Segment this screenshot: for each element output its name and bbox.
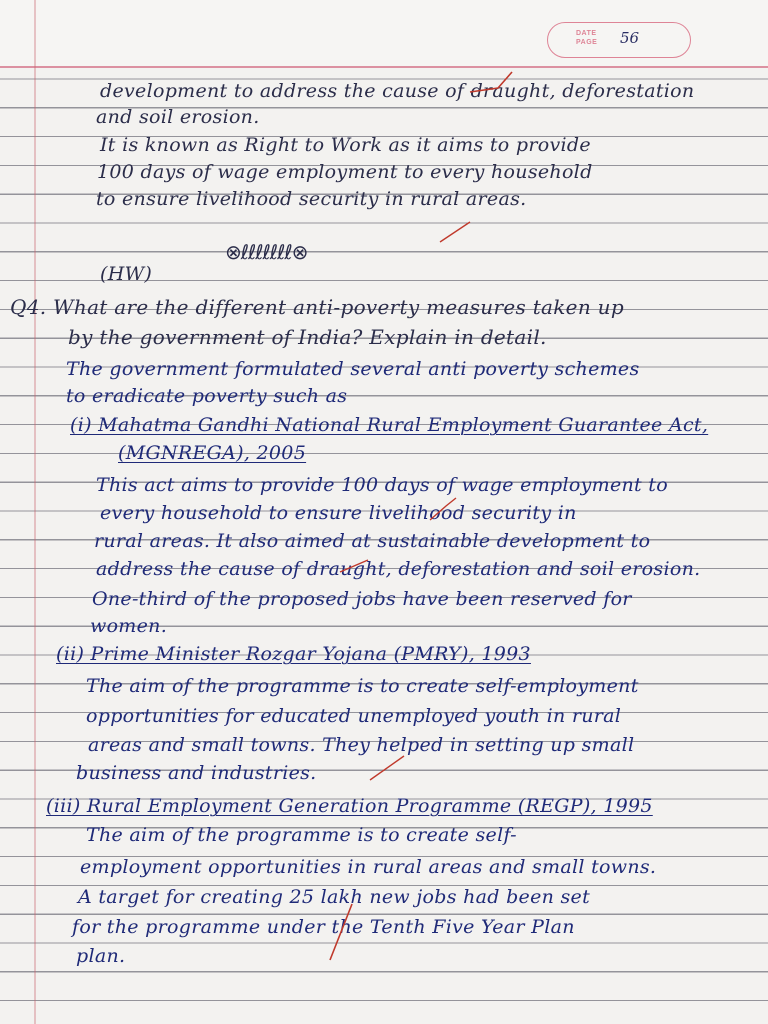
scheme-heading: (ii) Prime Minister Rozgar Yojana (PMRY), 1993 (56, 643, 531, 665)
text-line: The government formulated several anti poverty schemes (66, 358, 640, 380)
question-line: by the government of India? Explain in detail. (68, 325, 547, 349)
text-line: business and industries. (76, 762, 317, 784)
scheme-heading: (iii) Rural Employment Generation Programme (REGP), 1995 (46, 795, 653, 817)
text-line: and soil erosion. (96, 106, 260, 128)
date-label: DATE (576, 30, 597, 37)
text-line: The aim of the programme is to create self-employment (86, 675, 639, 697)
text-line: 100 days of wage employment to every household (97, 161, 593, 183)
text-line: employment opportunities in rural areas and small towns. (80, 856, 657, 878)
text-line: for the programme under the Tenth Five Year Plan (72, 916, 575, 938)
homework-tag: (HW) (100, 263, 153, 285)
question-line: Q4. What are the different anti-poverty measures taken up (10, 295, 624, 319)
text-line: opportunities for educated unemployed youth in rural (86, 705, 622, 727)
page-label: PAGE (576, 39, 598, 46)
text-line: It is known as Right to Work as it aims to provide (100, 134, 591, 156)
text-line: women. (90, 615, 168, 637)
text-line: One-third of the proposed jobs have been reserved for (92, 588, 632, 610)
text-line: development to address the cause of draught, deforestation (100, 80, 695, 102)
scheme-heading: (MGNREGA), 2005 (118, 442, 307, 464)
text-line: to eradicate poverty such as (66, 385, 348, 407)
text-line: This act aims to provide 100 days of wage employment to (96, 474, 668, 496)
text-line: A target for creating 25 lakh new jobs had been set (78, 886, 591, 908)
text-line: address the cause of draught, deforestation and soil erosion. (96, 558, 701, 580)
text-line: rural areas. It also aimed at sustainable development to (94, 530, 651, 552)
text-line: areas and small towns. They helped in setting up small (88, 734, 635, 756)
section-separator: ⊗ℓℓℓℓℓℓℓ⊗ (225, 240, 308, 264)
scheme-heading: (i) Mahatma Gandhi National Rural Employment Guarantee Act, (70, 414, 709, 436)
text-line: plan. (76, 945, 126, 967)
text-line: every household to ensure livelihood security in (100, 502, 577, 524)
text-line: to ensure livelihood security in rural areas. (96, 188, 527, 210)
text-line: The aim of the programme is to create self- (86, 824, 517, 846)
page-number: 56 (620, 29, 640, 47)
